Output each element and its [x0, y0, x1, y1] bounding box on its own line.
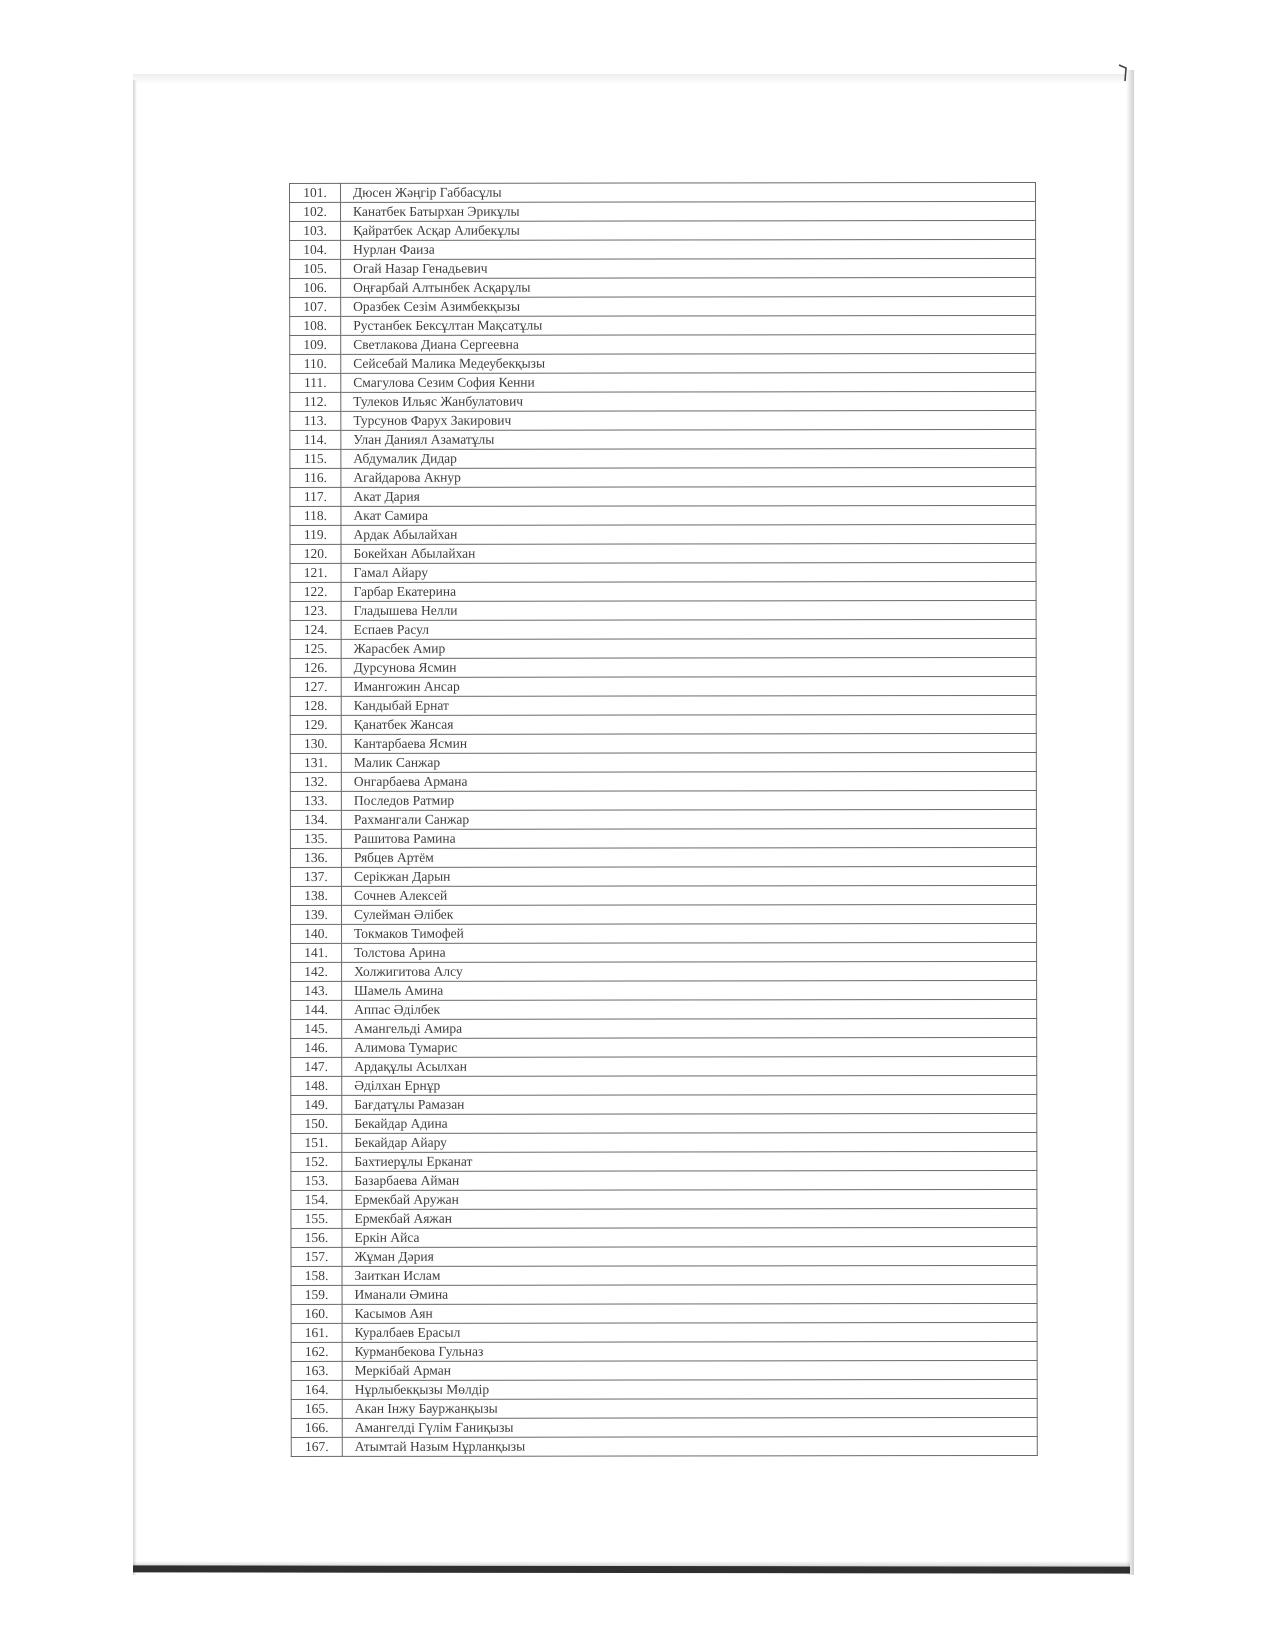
- table-row: [290, 220, 1036, 240]
- student-name: Агайдарова Акнур: [341, 467, 1036, 487]
- table-row: [291, 1189, 1037, 1209]
- table-row: [291, 1246, 1037, 1266]
- table-row: [291, 1132, 1037, 1152]
- row-number: 125.: [290, 639, 341, 658]
- table-row: [290, 315, 1036, 335]
- row-number: 163.: [291, 1361, 342, 1380]
- student-name: Ермекбай Аружан: [342, 1189, 1037, 1209]
- student-name: Еспаев Расул: [341, 619, 1036, 639]
- student-name: Ардак Абылайхан: [341, 524, 1036, 544]
- row-number: 106.: [290, 278, 341, 297]
- student-name: Әділхан Ернұр: [342, 1075, 1037, 1095]
- row-number: 157.: [291, 1247, 342, 1266]
- student-name: Акат Дария: [341, 486, 1036, 506]
- student-name: Касымов Аян: [342, 1303, 1037, 1323]
- student-name: Қайратбек Асқар Алибекұлы: [341, 220, 1036, 240]
- student-name: Нурлан Фаиза: [341, 239, 1036, 259]
- student-name: Абдумалик Дидар: [341, 448, 1036, 468]
- student-name: Аппас Әділбек: [342, 999, 1037, 1019]
- scan-edge-top: [133, 74, 1128, 84]
- row-number: 113.: [290, 411, 341, 430]
- row-number: 141.: [291, 943, 342, 962]
- student-name: Заиткан Ислам: [342, 1265, 1037, 1285]
- row-number: 166.: [291, 1418, 342, 1437]
- table-row: [291, 1360, 1037, 1380]
- row-number: 137.: [290, 867, 341, 886]
- row-number: 162.: [291, 1342, 342, 1361]
- student-name: Нұрлыбекқызы Мөлдір: [342, 1379, 1037, 1399]
- student-name: Бекайдар Адина: [342, 1113, 1037, 1133]
- student-name: Смагулова Сезим София Кенни: [341, 372, 1036, 392]
- row-number: 139.: [291, 905, 342, 924]
- row-number: 101.: [290, 183, 341, 202]
- table-row: [290, 201, 1036, 221]
- student-name: Дурсунова Ясмин: [341, 657, 1036, 677]
- student-name: Гамал Айару: [341, 562, 1036, 582]
- row-number: 161.: [291, 1323, 342, 1342]
- table-row: [290, 486, 1036, 506]
- student-name: Ермекбай Аяжан: [342, 1208, 1037, 1228]
- row-number: 164.: [291, 1380, 342, 1399]
- table-row: [290, 277, 1036, 297]
- student-name: Амангельді Амира: [342, 1018, 1037, 1038]
- student-name: Рахмангали Санжар: [341, 809, 1036, 829]
- student-name: Меркібай Арман: [342, 1360, 1037, 1380]
- row-number: 159.: [291, 1285, 342, 1304]
- table-row: [290, 752, 1036, 772]
- row-number: 129.: [290, 715, 341, 734]
- table-row: [291, 1417, 1037, 1437]
- table-row: [290, 771, 1036, 791]
- table-row: [291, 1151, 1037, 1171]
- row-number: 104.: [290, 240, 341, 259]
- table-row: [291, 1113, 1037, 1133]
- table-row: [290, 581, 1036, 601]
- student-name: Бокейхан Абылайхан: [341, 543, 1036, 563]
- table-row: [290, 733, 1036, 753]
- table-row: [291, 999, 1037, 1019]
- row-number: 117.: [290, 487, 341, 506]
- student-name: Канатбек Батырхан Эрикұлы: [341, 201, 1036, 221]
- student-name: Гарбар Екатерина: [341, 581, 1036, 601]
- row-number: 143.: [291, 981, 342, 1000]
- table-row: [291, 1056, 1037, 1076]
- table-row: [290, 467, 1036, 487]
- row-number: 146.: [291, 1038, 342, 1057]
- table-row: [291, 1018, 1037, 1038]
- row-number: 154.: [291, 1190, 342, 1209]
- row-number: 124.: [290, 620, 341, 639]
- student-name: Сочнев Алексей: [341, 885, 1036, 905]
- row-number: 148.: [291, 1076, 342, 1095]
- row-number: 152.: [291, 1152, 342, 1171]
- table-row: [290, 619, 1036, 639]
- table-row: [290, 448, 1036, 468]
- student-name: Онгарбаева Армана: [341, 771, 1036, 791]
- table-row: [290, 353, 1036, 373]
- row-number: 158.: [291, 1266, 342, 1285]
- student-name: Ардақұлы Асылхан: [342, 1056, 1037, 1076]
- row-number: 167.: [291, 1437, 342, 1456]
- table-row: [290, 809, 1036, 829]
- table-row: [290, 562, 1036, 582]
- table-row: [291, 904, 1037, 924]
- student-roster-table: [289, 182, 1038, 1457]
- row-number: 151.: [291, 1133, 342, 1152]
- row-number: 112.: [290, 392, 341, 411]
- table-row: [290, 182, 1036, 202]
- row-number: 153.: [291, 1171, 342, 1190]
- row-number: 134.: [290, 810, 341, 829]
- row-number: 127.: [290, 677, 341, 696]
- row-number: 165.: [291, 1399, 342, 1418]
- table-row: [291, 942, 1037, 962]
- student-name: Жұман Дәрия: [342, 1246, 1037, 1266]
- student-name: Толстова Арина: [342, 942, 1037, 962]
- table-row: [290, 372, 1036, 392]
- table-row: [291, 1322, 1037, 1342]
- table-row: [290, 524, 1036, 544]
- student-name: Қанатбек Жансая: [341, 714, 1036, 734]
- staple-mark-icon: [1118, 63, 1128, 83]
- student-name: Малик Санжар: [341, 752, 1036, 772]
- row-number: 131.: [290, 753, 341, 772]
- row-number: 123.: [290, 601, 341, 620]
- scan-bottom-edge: [133, 1565, 1130, 1573]
- student-name: Светлакова Диана Сергеевна: [341, 334, 1036, 354]
- row-number: 120.: [290, 544, 341, 563]
- table-row: [291, 1303, 1037, 1323]
- row-number: 149.: [291, 1095, 342, 1114]
- row-number: 156.: [291, 1228, 342, 1247]
- table-row: [290, 657, 1036, 677]
- student-name: Атымтай Назым Нұрланқызы: [342, 1436, 1037, 1456]
- row-number: 114.: [290, 430, 341, 449]
- student-name: Турсунов Фарух Закирович: [341, 410, 1036, 430]
- table-row: [290, 828, 1036, 848]
- table-row: [290, 543, 1036, 563]
- table-row: [290, 239, 1036, 259]
- table-row: [291, 1075, 1037, 1095]
- student-name: Базарбаева Айман: [342, 1170, 1037, 1190]
- table-row: [290, 714, 1036, 734]
- table-row: [291, 1037, 1037, 1057]
- student-name: Акан Інжу Бауржанқызы: [342, 1398, 1037, 1418]
- student-name: Улан Даниял Азаматұлы: [341, 429, 1036, 449]
- table-row: [290, 258, 1036, 278]
- scan-shadow-left: [133, 80, 137, 1575]
- table-row: [290, 866, 1036, 886]
- row-number: 144.: [291, 1000, 342, 1019]
- scan-edge-right: [1126, 70, 1134, 1575]
- row-number: 102.: [290, 202, 341, 221]
- student-name: Бахтиерұлы Ерканат: [342, 1151, 1037, 1171]
- table-row: [291, 1170, 1037, 1190]
- student-name: Кантарбаева Ясмин: [341, 733, 1036, 753]
- table-row: [290, 334, 1036, 354]
- student-name: Рашитова Рамина: [341, 828, 1036, 848]
- row-number: 150.: [291, 1114, 342, 1133]
- row-number: 136.: [290, 848, 341, 867]
- row-number: 142.: [291, 962, 342, 981]
- table-row: [291, 1398, 1037, 1418]
- student-name: Акат Самира: [341, 505, 1036, 525]
- row-number: 130.: [290, 734, 341, 753]
- table-row: [290, 505, 1036, 525]
- row-number: 121.: [290, 563, 341, 582]
- row-number: 111.: [290, 373, 341, 392]
- table-row: [290, 638, 1036, 658]
- student-name: Амангелді Гүлім Ғаниқызы: [342, 1417, 1037, 1437]
- table-row: [291, 1265, 1037, 1285]
- table-row: [291, 1227, 1037, 1247]
- table-row: [291, 961, 1037, 981]
- student-name: Шамель Амина: [342, 980, 1037, 1000]
- table-row: [290, 429, 1036, 449]
- table-row: [291, 1094, 1037, 1114]
- student-name: Огай Назар Генадьевич: [341, 258, 1036, 278]
- student-name: Куралбаев Ерасыл: [342, 1322, 1037, 1342]
- student-name: Еркін Айса: [342, 1227, 1037, 1247]
- student-name: Рустанбек Бексұлтан Мақсатұлы: [341, 315, 1036, 335]
- student-name: Иманали Әмина: [342, 1284, 1037, 1304]
- table-row: [291, 1208, 1037, 1228]
- student-name: Алимова Тумарис: [342, 1037, 1037, 1057]
- table-row: [291, 1284, 1037, 1304]
- row-number: 155.: [291, 1209, 342, 1228]
- row-number: 105.: [290, 259, 341, 278]
- row-number: 128.: [290, 696, 341, 715]
- student-name: Сейсебай Малика Медеубекқызы: [341, 353, 1036, 373]
- table-row: [291, 980, 1037, 1000]
- row-number: 116.: [290, 468, 341, 487]
- student-name: Серікжан Дарын: [341, 866, 1036, 886]
- row-number: 126.: [290, 658, 341, 677]
- student-name: Оңғарбай Алтынбек Асқарұлы: [341, 277, 1036, 297]
- row-number: 160.: [291, 1304, 342, 1323]
- table-row: [291, 923, 1037, 943]
- table-row: [290, 885, 1036, 905]
- student-name: Токмаков Тимофей: [342, 923, 1037, 943]
- student-name: Бекайдар Айару: [342, 1132, 1037, 1152]
- table-row: [290, 391, 1036, 411]
- student-name: Гладышева Нелли: [341, 600, 1036, 620]
- table-row: [290, 296, 1036, 316]
- table-row: [290, 410, 1036, 430]
- table-row: [290, 847, 1036, 867]
- row-number: 119.: [290, 525, 341, 544]
- student-name: Кандыбай Ернат: [341, 695, 1036, 715]
- student-name: Курманбекова Гульназ: [342, 1341, 1037, 1361]
- student-name: Последов Ратмир: [341, 790, 1036, 810]
- student-name: Жарасбек Амир: [341, 638, 1036, 658]
- row-number: 138.: [290, 886, 341, 905]
- row-number: 110.: [290, 354, 341, 373]
- row-number: 107.: [290, 297, 341, 316]
- row-number: 115.: [290, 449, 341, 468]
- row-number: 109.: [290, 335, 341, 354]
- student-name: Рябцев Артём: [341, 847, 1036, 867]
- row-number: 135.: [290, 829, 341, 848]
- row-number: 122.: [290, 582, 341, 601]
- row-number: 140.: [291, 924, 342, 943]
- student-name: Дюсен Жәңгір Габбасұлы: [341, 182, 1036, 202]
- table-row: [291, 1436, 1037, 1456]
- row-number: 118.: [290, 506, 341, 525]
- student-name: Холжигитова Алсу: [342, 961, 1037, 981]
- student-name: Сулейман Әлібек: [342, 904, 1037, 924]
- student-name: Оразбек Сезім Азимбекқызы: [341, 296, 1036, 316]
- student-name: Имангожин Ансар: [341, 676, 1036, 696]
- row-number: 132.: [290, 772, 341, 791]
- row-number: 133.: [290, 791, 341, 810]
- table-row: [290, 676, 1036, 696]
- table-row: [290, 600, 1036, 620]
- row-number: 145.: [291, 1019, 342, 1038]
- student-name: Бағдатұлы Рамазан: [342, 1094, 1037, 1114]
- table-row: [290, 790, 1036, 810]
- row-number: 108.: [290, 316, 341, 335]
- student-name: Тулеков Ильяс Жанбулатович: [341, 391, 1036, 411]
- table-row: [291, 1379, 1037, 1399]
- row-number: 147.: [291, 1057, 342, 1076]
- table-row: [291, 1341, 1037, 1361]
- row-number: 103.: [290, 221, 341, 240]
- table-row: [290, 695, 1036, 715]
